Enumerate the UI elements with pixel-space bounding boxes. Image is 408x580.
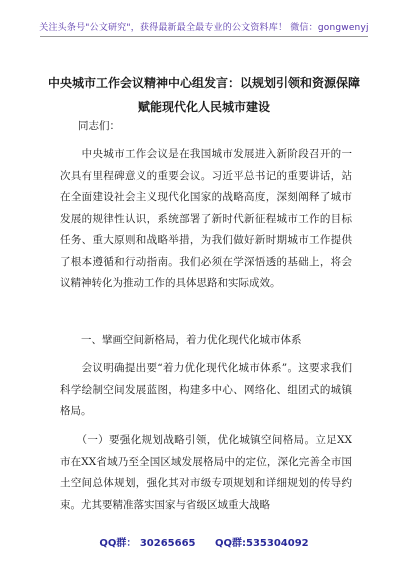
- salutation: 同志们：: [78, 120, 120, 132]
- paragraph: 中央城市工作会议是在我国城市发展进入新阶段召开的一次具有里程碑意义的重要会议。习近平总书记的重要讲话，站在全面建设社会主义现代化国家的战略高度，深刻阐释了城市发展的规律性认识，系统部署了新时代新征程城市工作的目标任务、重大原则和战略举措，为我们做好新时期城市工作提供了根本遵循和行动指南。我们必须在学深悟透的基础上，将会议精神转化为推动工作的具体思路和实际成效。: [60, 148, 352, 289]
- document-title: 中央城市工作会议精神中心组发言：以规划引领和资源保障赋能现代化人民城市建设: [47, 76, 360, 114]
- paragraph: 会议明确提出要“着力优化现代化城市体系”。这要求我们科学绘制空间发展蓝图，构建多中心、网络化、组团式的城镇格局。: [60, 362, 352, 417]
- footer-qq-group-1: QQ群： 30265665: [99, 538, 196, 549]
- paragraph: （一）要强化规划战略引领，优化城镇空间格局。立足XX市在XX省域乃至全国区域发展格局中的定位，深化完善全市国土空间总体规划，强化其对市级专项规划和详细规划的传导约束。尤其要精准落实国家与省级区域重大战略: [60, 434, 352, 511]
- footer-qq-group-2: QQ群:535304092: [215, 538, 309, 549]
- header-divider: [40, 36, 368, 37]
- header-banner: 关注头条号"公文研究"，获得最新最全最专业的公文资料库！ 微信：gongwenyj: [39, 23, 369, 33]
- footer-banner: [0, 534, 408, 549]
- section-heading: 一、擘画空间新格局，着力优化现代化城市体系: [60, 334, 302, 346]
